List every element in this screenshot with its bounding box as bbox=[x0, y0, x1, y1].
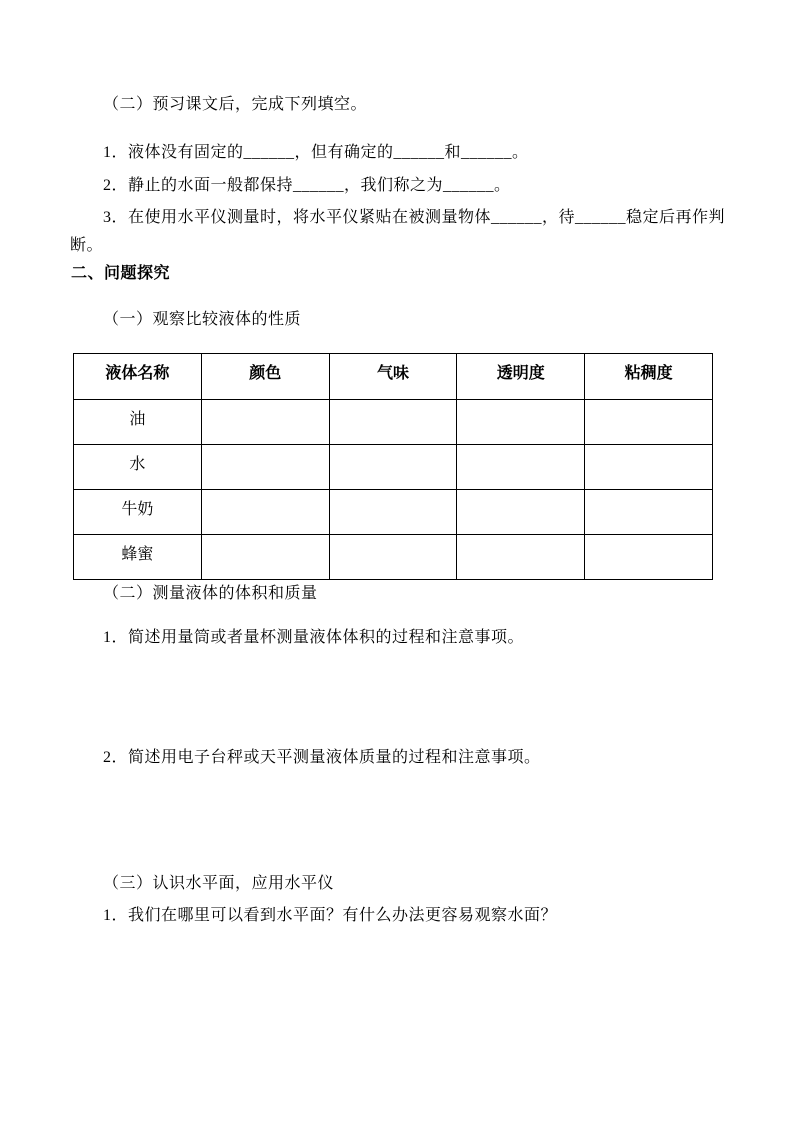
prefill-section-title: （二）预习课文后，完成下列填空。 bbox=[103, 96, 368, 113]
prefill-blank-1: 1．液体没有固定的______，但有确定的______和______。 bbox=[103, 144, 529, 161]
liquid-name-cell: 牛奶 bbox=[74, 490, 202, 535]
table-row-water bbox=[74, 445, 713, 490]
empty-cell bbox=[457, 400, 585, 445]
measure-question-1: 1．简述用量筒或者量杯测量液体体积的过程和注意事项。 bbox=[103, 629, 525, 646]
level-subsection-title: （三）认识水平面，应用水平仪 bbox=[103, 875, 335, 892]
empty-cell bbox=[585, 535, 713, 580]
observe-subsection-title: （一）观察比较液体的性质 bbox=[103, 311, 302, 328]
prefill-blank-3-line-2: 断。 bbox=[70, 237, 104, 254]
empty-cell bbox=[201, 535, 329, 580]
liquid-name-cell: 蜂蜜 bbox=[74, 535, 202, 580]
empty-cell bbox=[329, 400, 457, 445]
empty-cell bbox=[201, 445, 329, 490]
empty-cell bbox=[201, 400, 329, 445]
table-header-row bbox=[74, 354, 713, 400]
inquiry-section-heading: 二、问题探究 bbox=[71, 265, 171, 282]
empty-cell bbox=[585, 400, 713, 445]
header-cell-liquid-name: 液体名称 bbox=[74, 354, 202, 400]
measure-subsection-title: （二）测量液体的体积和质量 bbox=[103, 585, 318, 602]
empty-cell bbox=[329, 490, 457, 535]
liquid-name-cell: 油 bbox=[74, 400, 202, 445]
prefill-blank-3-line-1: 3．在使用水平仪测量时，将水平仪紧贴在被测量物体______，待______稳定后再作判 bbox=[103, 209, 726, 226]
liquid-properties-table bbox=[73, 353, 713, 580]
level-question-1: 1．我们在哪里可以看到水平面？有什么办法更容易观察水面？ bbox=[103, 907, 558, 924]
table-row-milk bbox=[74, 490, 713, 535]
table-row-honey bbox=[74, 535, 713, 580]
empty-cell bbox=[457, 535, 585, 580]
header-cell-transparency: 透明度 bbox=[457, 354, 585, 400]
header-cell-viscosity: 粘稠度 bbox=[585, 354, 713, 400]
header-cell-smell: 气味 bbox=[329, 354, 457, 400]
empty-cell bbox=[329, 535, 457, 580]
prefill-blank-2: 2．静止的水面一般都保持______，我们称之为______。 bbox=[103, 177, 511, 194]
empty-cell bbox=[585, 445, 713, 490]
liquid-name-cell: 水 bbox=[74, 445, 202, 490]
empty-cell bbox=[329, 445, 457, 490]
empty-cell bbox=[201, 490, 329, 535]
empty-cell bbox=[457, 490, 585, 535]
measure-question-2: 2．简述用电子台秤或天平测量液体质量的过程和注意事项。 bbox=[103, 749, 541, 766]
empty-cell bbox=[457, 445, 585, 490]
empty-cell bbox=[585, 490, 713, 535]
table-row-oil bbox=[74, 400, 713, 445]
header-cell-color: 颜色 bbox=[201, 354, 329, 400]
